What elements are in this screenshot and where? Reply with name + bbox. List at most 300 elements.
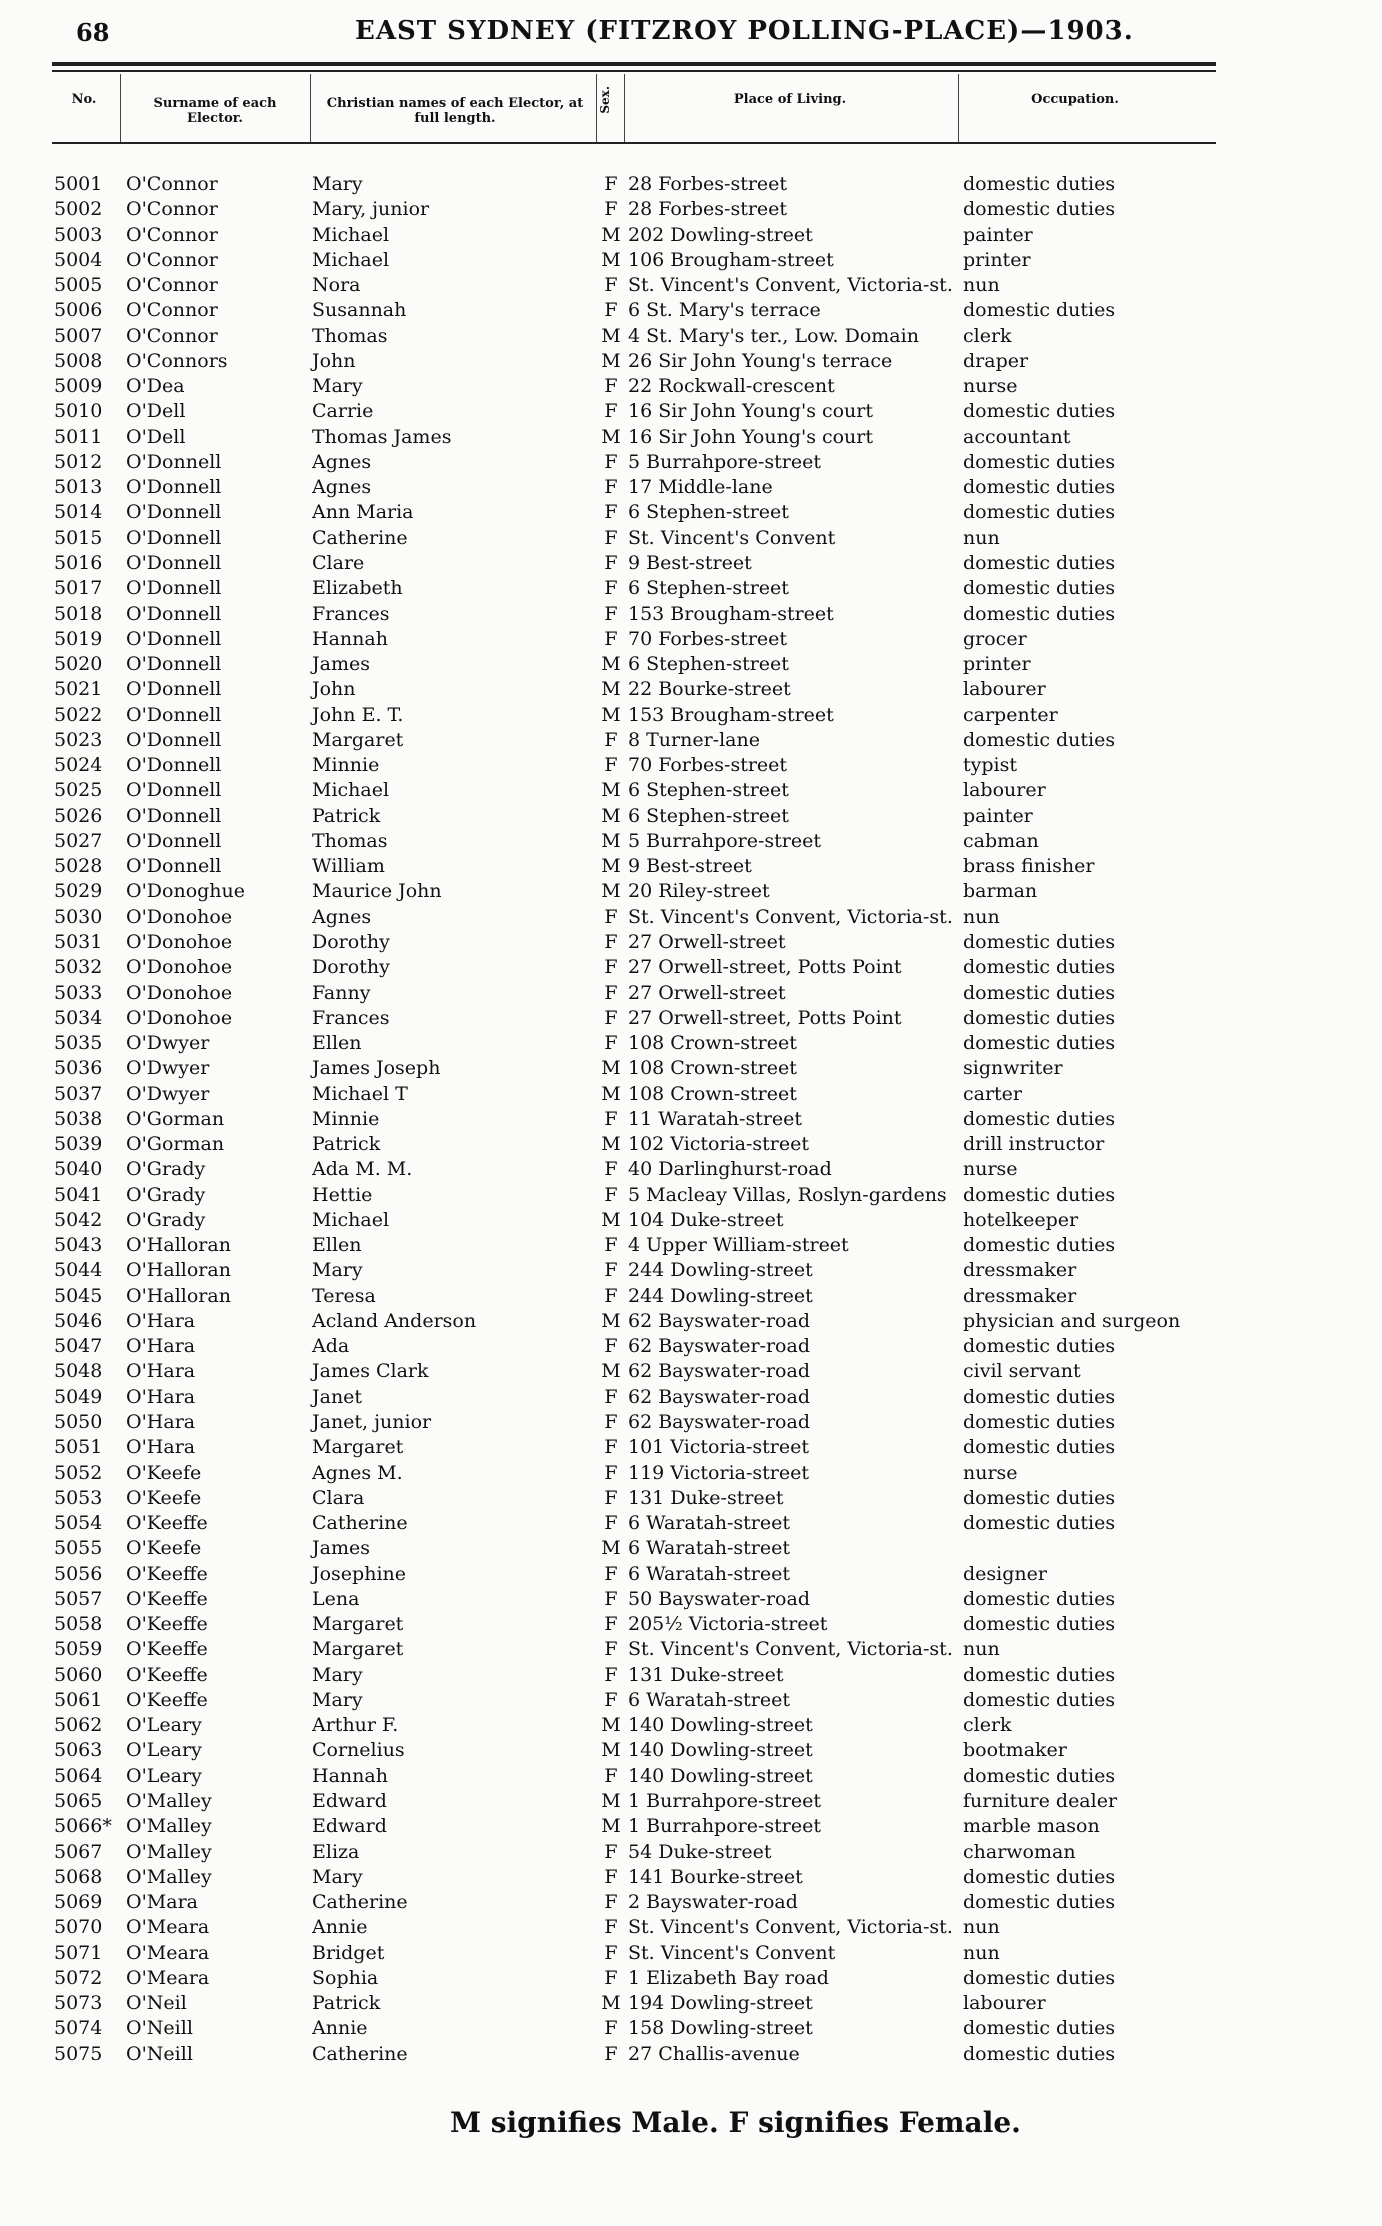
elector-surname: O'Donnell	[126, 627, 222, 650]
elector-sex: F	[604, 1461, 618, 1484]
elector-number: 5013	[54, 476, 103, 499]
elector-occupation: domestic duties	[963, 1764, 1116, 1787]
elector-number: 5061	[54, 1688, 103, 1711]
elector-sex: F	[604, 1385, 618, 1408]
elector-occupation: nun	[963, 1638, 1000, 1661]
elector-number: 5050	[54, 1411, 103, 1434]
elector-surname: O'Halloran	[126, 1259, 231, 1282]
elector-place-of-living: 62 Bayswater-road	[628, 1309, 810, 1332]
elector-row	[0, 2016, 1382, 2041]
elector-christian-names: Mary, junior	[312, 198, 430, 221]
elector-surname: O'Keeffe	[126, 1638, 208, 1661]
elector-occupation: domestic duties	[963, 173, 1116, 195]
elector-surname: O'Donnell	[126, 501, 222, 524]
elector-place-of-living: 6 Stephen-street	[628, 501, 789, 524]
elector-row	[0, 905, 1382, 930]
elector-christian-names: Mary	[312, 1688, 363, 1711]
elector-christian-names: Arthur F.	[312, 1714, 399, 1737]
elector-christian-names: Janet	[312, 1385, 363, 1408]
elector-christian-names: Hannah	[312, 627, 388, 650]
elector-place-of-living: 54 Duke-street	[628, 1840, 772, 1863]
elector-number: 5041	[54, 1183, 103, 1206]
elector-christian-names: Thomas James	[312, 425, 452, 448]
elector-row	[0, 1536, 1382, 1561]
elector-sex: F	[604, 1688, 618, 1711]
elector-occupation: cabman	[963, 829, 1039, 852]
electors-list	[0, 172, 1382, 2067]
elector-place-of-living: 27 Orwell-street	[628, 930, 786, 953]
elector-place-of-living: 153 Brougham-street	[628, 602, 834, 625]
elector-place-of-living: 20 Riley-street	[628, 880, 770, 903]
elector-christian-names: William	[312, 855, 385, 878]
elector-number: 5071	[54, 1941, 103, 1964]
elector-surname: O'Keeffe	[126, 1663, 208, 1686]
elector-occupation: draper	[963, 349, 1029, 372]
elector-number: 5046	[54, 1309, 103, 1332]
elector-occupation: barman	[963, 880, 1038, 903]
elector-number: 5033	[54, 981, 103, 1004]
elector-occupation: domestic duties	[963, 1335, 1116, 1358]
elector-row	[0, 1410, 1382, 1435]
elector-surname: O'Halloran	[126, 1284, 231, 1307]
elector-place-of-living: 244 Dowling-street	[628, 1259, 813, 1282]
elector-number: 5027	[54, 829, 103, 852]
elector-surname: O'Dea	[126, 375, 185, 398]
elector-sex: F	[604, 905, 618, 928]
elector-sex: M	[601, 678, 621, 701]
elector-christian-names: Minnie	[312, 1107, 380, 1130]
elector-sex: F	[604, 400, 618, 423]
elector-christian-names: Agnes	[312, 450, 372, 473]
elector-row	[0, 981, 1382, 1006]
elector-place-of-living: 6 St. Mary's terrace	[628, 299, 821, 322]
elector-surname: O'Keefe	[126, 1461, 202, 1484]
elector-place-of-living: 11 Waratah-street	[628, 1107, 803, 1130]
elector-occupation: domestic duties	[963, 299, 1116, 322]
elector-occupation: grocer	[963, 627, 1027, 650]
elector-surname: O'Donnell	[126, 728, 222, 751]
elector-surname: O'Keeffe	[126, 1613, 208, 1636]
elector-occupation: hotelkeeper	[963, 1208, 1079, 1231]
elector-surname: O'Donnell	[126, 551, 222, 574]
elector-occupation: domestic duties	[963, 1512, 1116, 1535]
elector-christian-names: Dorothy	[312, 956, 390, 979]
elector-row	[0, 1157, 1382, 1182]
elector-surname: O'Donohoe	[126, 956, 233, 979]
elector-sex: M	[601, 324, 621, 347]
elector-surname: O'Keefe	[126, 1537, 202, 1560]
elector-sex: F	[604, 375, 618, 398]
elector-christian-names: John	[312, 678, 356, 701]
elector-christian-names: Clare	[312, 551, 365, 574]
elector-surname: O'Hara	[126, 1360, 196, 1383]
elector-row	[0, 652, 1382, 677]
elector-surname: O'Mara	[126, 1891, 198, 1914]
elector-christian-names: Annie	[312, 2017, 368, 2040]
elector-sex: F	[604, 981, 618, 1004]
elector-place-of-living: 153 Brougham-street	[628, 703, 834, 726]
elector-surname: O'Donnell	[126, 602, 222, 625]
elector-place-of-living: 8 Turner-lane	[628, 728, 760, 751]
elector-place-of-living: 141 Bourke-street	[628, 1865, 803, 1888]
elector-place-of-living: 1 Elizabeth Bay road	[628, 1966, 829, 1989]
elector-number: 5070	[54, 1916, 103, 1939]
elector-surname: O'Leary	[126, 1739, 202, 1762]
elector-sex: M	[601, 425, 621, 448]
elector-sex: F	[604, 1891, 618, 1914]
elector-occupation: printer	[963, 248, 1031, 271]
elector-surname: O'Keeffe	[126, 1688, 208, 1711]
elector-row	[0, 223, 1382, 248]
elector-occupation: marble mason	[963, 1815, 1100, 1838]
elector-row	[0, 374, 1382, 399]
elector-place-of-living: 40 Darlinghurst-road	[628, 1158, 832, 1181]
elector-sex: F	[604, 1840, 618, 1863]
elector-sex: F	[604, 1638, 618, 1661]
elector-place-of-living: 108 Crown-street	[628, 1032, 797, 1055]
elector-number: 5048	[54, 1360, 103, 1383]
elector-christian-names: Patrick	[312, 804, 381, 827]
elector-number: 5068	[54, 1865, 103, 1888]
elector-sex: F	[604, 1486, 618, 1509]
elector-number: 5024	[54, 754, 103, 777]
elector-row	[0, 1006, 1382, 1031]
elector-number: 5009	[54, 375, 103, 398]
elector-sex: F	[604, 1183, 618, 1206]
elector-row	[0, 1334, 1382, 1359]
elector-surname: O'Donohoe	[126, 905, 233, 928]
column-header-sex: Sex.	[598, 86, 612, 114]
elector-occupation: furniture dealer	[963, 1790, 1118, 1812]
elector-surname: O'Donnell	[126, 754, 222, 777]
elector-surname: O'Connor	[126, 299, 218, 322]
elector-christian-names: Cornelius	[312, 1739, 405, 1762]
elector-surname: O'Connor	[126, 324, 218, 347]
elector-christian-names: Elizabeth	[312, 577, 403, 600]
elector-surname: O'Donnell	[126, 678, 222, 701]
footer-note: M signifies Male. F signifies Female.	[450, 2106, 1021, 2139]
elector-surname: O'Halloran	[126, 1234, 231, 1257]
elector-place-of-living: 70 Forbes-street	[628, 754, 788, 777]
elector-place-of-living: 131 Duke-street	[628, 1486, 784, 1509]
elector-sex: F	[604, 1335, 618, 1358]
elector-christian-names: Ada	[312, 1335, 350, 1358]
elector-christian-names: Sophia	[312, 1966, 379, 1989]
elector-occupation: domestic duties	[963, 577, 1116, 600]
elector-surname: O'Connor	[126, 173, 218, 195]
elector-occupation: designer	[963, 1562, 1047, 1585]
elector-number: 5010	[54, 400, 103, 423]
elector-number: 5025	[54, 779, 103, 802]
elector-christian-names: Mary	[312, 173, 363, 195]
elector-place-of-living: 27 Challis-avenue	[628, 2042, 800, 2065]
elector-sex: M	[601, 1815, 621, 1838]
elector-row	[0, 526, 1382, 551]
elector-row	[0, 1435, 1382, 1460]
elector-sex: M	[601, 1537, 621, 1560]
elector-occupation: physician and surgeon	[963, 1309, 1181, 1332]
elector-christian-names: James Joseph	[312, 1057, 441, 1080]
elector-occupation: dressmaker	[963, 1284, 1077, 1307]
elector-christian-names: Margaret	[312, 1638, 404, 1661]
elector-row	[0, 804, 1382, 829]
elector-occupation: nurse	[963, 1461, 1018, 1484]
elector-sex: M	[601, 1133, 621, 1156]
elector-place-of-living: 4 St. Mary's ter., Low. Domain	[628, 324, 919, 347]
elector-occupation: carter	[963, 1082, 1023, 1105]
elector-row	[0, 1359, 1382, 1384]
elector-surname: O'Donnell	[126, 653, 222, 676]
elector-number: 5058	[54, 1613, 103, 1636]
elector-row	[0, 854, 1382, 879]
elector-christian-names: John E. T.	[312, 703, 404, 726]
elector-christian-names: Catherine	[312, 1891, 408, 1914]
elector-row	[0, 1941, 1382, 1966]
elector-christian-names: James Clark	[312, 1360, 429, 1383]
elector-surname: O'Neil	[126, 1992, 187, 2015]
elector-number: 5012	[54, 450, 103, 473]
elector-sex: F	[604, 1562, 618, 1585]
elector-row	[0, 728, 1382, 753]
elector-sex: M	[601, 653, 621, 676]
elector-number: 5062	[54, 1714, 103, 1737]
elector-row	[0, 1132, 1382, 1157]
elector-row	[0, 1991, 1382, 2016]
elector-sex: F	[604, 476, 618, 499]
elector-number: 5029	[54, 880, 103, 903]
elector-surname: O'Connors	[126, 349, 228, 372]
elector-christian-names: Janet, junior	[312, 1411, 432, 1434]
elector-sex: M	[601, 349, 621, 372]
elector-occupation: accountant	[963, 425, 1071, 448]
elector-occupation: domestic duties	[963, 2042, 1116, 2065]
elector-sex: F	[604, 2017, 618, 2040]
elector-number: 5007	[54, 324, 103, 347]
elector-surname: O'Dwyer	[126, 1057, 210, 1080]
elector-number: 5023	[54, 728, 103, 751]
elector-sex: F	[604, 1966, 618, 1989]
elector-number: 5060	[54, 1663, 103, 1686]
elector-christian-names: Hettie	[312, 1183, 373, 1206]
elector-surname: O'Neill	[126, 2017, 193, 2040]
elector-surname: O'Keeffe	[126, 1587, 208, 1610]
elector-sex: M	[601, 1057, 621, 1080]
elector-row	[0, 829, 1382, 854]
elector-row	[0, 298, 1382, 323]
elector-number: 5019	[54, 627, 103, 650]
elector-number: 5052	[54, 1461, 103, 1484]
elector-surname: O'Connor	[126, 223, 218, 246]
elector-row	[0, 703, 1382, 728]
elector-occupation: domestic duties	[963, 602, 1116, 625]
elector-sex: F	[604, 1436, 618, 1459]
elector-surname: O'Dwyer	[126, 1082, 210, 1105]
elector-occupation: domestic duties	[963, 501, 1116, 524]
elector-number: 5022	[54, 703, 103, 726]
elector-number: 5036	[54, 1057, 103, 1080]
elector-place-of-living: 26 Sir John Young's terrace	[628, 349, 893, 372]
elector-row	[0, 273, 1382, 298]
elector-christian-names: Michael	[312, 223, 390, 246]
elector-row	[0, 1915, 1382, 1940]
elector-number: 5064	[54, 1764, 103, 1787]
elector-occupation: domestic duties	[963, 1891, 1116, 1914]
elector-row	[0, 1612, 1382, 1637]
elector-number: 5038	[54, 1107, 103, 1130]
elector-christian-names: Patrick	[312, 1133, 381, 1156]
elector-number: 5075	[54, 2042, 103, 2065]
elector-sex: F	[604, 1006, 618, 1029]
elector-occupation: domestic duties	[963, 1486, 1116, 1509]
elector-row	[0, 172, 1382, 197]
elector-occupation: domestic duties	[963, 1865, 1116, 1888]
elector-surname: O'Donnell	[126, 779, 222, 802]
elector-occupation: nun	[963, 526, 1000, 549]
elector-sex: M	[601, 1309, 621, 1332]
elector-place-of-living: 1 Burrahpore-street	[628, 1815, 821, 1838]
elector-number: 5074	[54, 2017, 103, 2040]
elector-place-of-living: 27 Orwell-street, Potts Point	[628, 956, 902, 979]
elector-surname: O'Dell	[126, 425, 186, 448]
elector-row	[0, 1587, 1382, 1612]
elector-sex: F	[604, 274, 618, 297]
elector-sex: M	[601, 1082, 621, 1105]
elector-row	[0, 1082, 1382, 1107]
elector-sex: F	[604, 728, 618, 751]
elector-occupation: domestic duties	[963, 1107, 1116, 1130]
elector-occupation: domestic duties	[963, 930, 1116, 953]
elector-surname: O'Hara	[126, 1436, 196, 1459]
elector-number: 5032	[54, 956, 103, 979]
elector-number: 5015	[54, 526, 103, 549]
elector-row	[0, 1461, 1382, 1486]
elector-surname: O'Donnell	[126, 577, 222, 600]
elector-sex: F	[604, 1032, 618, 1055]
elector-christian-names: Acland Anderson	[312, 1309, 477, 1332]
elector-row	[0, 475, 1382, 500]
header-rule-top	[52, 62, 1216, 66]
elector-sex: F	[604, 1284, 618, 1307]
elector-surname: O'Hara	[126, 1309, 196, 1332]
elector-number: 5072	[54, 1966, 103, 1989]
elector-occupation: printer	[963, 653, 1031, 676]
elector-place-of-living: 6 Waratah-street	[628, 1562, 790, 1585]
elector-surname: O'Donohoe	[126, 1006, 233, 1029]
elector-number: 5004	[54, 248, 103, 271]
elector-occupation: domestic duties	[963, 1032, 1116, 1055]
elector-occupation: nun	[963, 1941, 1000, 1964]
elector-number: 5011	[54, 425, 103, 448]
elector-place-of-living: 6 Waratah-street	[628, 1512, 790, 1535]
elector-occupation: domestic duties	[963, 981, 1116, 1004]
elector-place-of-living: 62 Bayswater-road	[628, 1335, 810, 1358]
elector-sex: M	[601, 779, 621, 802]
elector-row	[0, 602, 1382, 627]
elector-number: 5005	[54, 274, 103, 297]
elector-christian-names: Ellen	[312, 1234, 362, 1257]
elector-occupation: labourer	[963, 678, 1046, 701]
elector-occupation: nurse	[963, 375, 1018, 398]
elector-row	[0, 1486, 1382, 1511]
elector-christian-names: John	[312, 349, 356, 372]
elector-occupation: domestic duties	[963, 956, 1116, 979]
elector-sex: F	[604, 1411, 618, 1434]
elector-surname: O'Neill	[126, 2042, 193, 2065]
elector-sex: M	[601, 1790, 621, 1812]
elector-place-of-living: 6 Stephen-street	[628, 653, 789, 676]
elector-surname: O'Keeffe	[126, 1512, 208, 1535]
elector-number: 5066*	[54, 1815, 112, 1838]
elector-row	[0, 1562, 1382, 1587]
elector-number: 5059	[54, 1638, 103, 1661]
elector-christian-names: Eliza	[312, 1840, 360, 1863]
elector-christian-names: James	[312, 653, 370, 676]
elector-place-of-living: 5 Burrahpore-street	[628, 829, 821, 852]
elector-place-of-living: 140 Dowling-street	[628, 1764, 813, 1787]
elector-christian-names: Maurice John	[312, 880, 442, 903]
elector-surname: O'Leary	[126, 1764, 202, 1787]
elector-sex: F	[604, 173, 618, 195]
elector-number: 5042	[54, 1208, 103, 1231]
elector-christian-names: Frances	[312, 602, 390, 625]
elector-place-of-living: 108 Crown-street	[628, 1057, 797, 1080]
elector-surname: O'Donnell	[126, 476, 222, 499]
elector-number: 5049	[54, 1385, 103, 1408]
elector-place-of-living: 9 Best-street	[628, 551, 752, 574]
elector-occupation: charwoman	[963, 1840, 1076, 1863]
elector-number: 5065	[54, 1790, 103, 1812]
elector-row	[0, 1637, 1382, 1662]
elector-place-of-living: 140 Dowling-street	[628, 1714, 813, 1737]
elector-occupation: brass finisher	[963, 855, 1095, 878]
elector-christian-names: Mary	[312, 1663, 363, 1686]
elector-place-of-living: 9 Best-street	[628, 855, 752, 878]
elector-sex: F	[604, 930, 618, 953]
elector-christian-names: Catherine	[312, 526, 408, 549]
elector-number: 5034	[54, 1006, 103, 1029]
elector-christian-names: Ellen	[312, 1032, 362, 1055]
elector-place-of-living: 27 Orwell-street	[628, 981, 786, 1004]
elector-surname: O'Connor	[126, 198, 218, 221]
elector-sex: M	[601, 703, 621, 726]
elector-row	[0, 349, 1382, 374]
elector-row	[0, 930, 1382, 955]
elector-number: 5054	[54, 1512, 103, 1535]
column-divider	[120, 74, 121, 142]
elector-christian-names: Ann Maria	[312, 501, 414, 524]
elector-christian-names: Minnie	[312, 754, 380, 777]
elector-surname: O'Donohoe	[126, 930, 233, 953]
elector-row	[0, 1385, 1382, 1410]
elector-place-of-living: 62 Bayswater-road	[628, 1360, 810, 1383]
elector-number: 5008	[54, 349, 103, 372]
elector-christian-names: Frances	[312, 1006, 390, 1029]
elector-christian-names: Mary	[312, 1865, 363, 1888]
elector-occupation: domestic duties	[963, 1183, 1116, 1206]
column-divider	[958, 74, 959, 142]
elector-number: 5031	[54, 930, 103, 953]
elector-row	[0, 576, 1382, 601]
elector-christian-names: Margaret	[312, 1436, 404, 1459]
elector-place-of-living: 119 Victoria-street	[628, 1461, 809, 1484]
elector-surname: O'Gorman	[126, 1107, 225, 1130]
header-rule-bottom	[52, 142, 1216, 144]
elector-christian-names: Mary	[312, 1259, 363, 1282]
elector-number: 5003	[54, 223, 103, 246]
elector-place-of-living: 194 Dowling-street	[628, 1992, 813, 2015]
elector-occupation: nurse	[963, 1158, 1018, 1181]
elector-occupation: domestic duties	[963, 1663, 1116, 1686]
